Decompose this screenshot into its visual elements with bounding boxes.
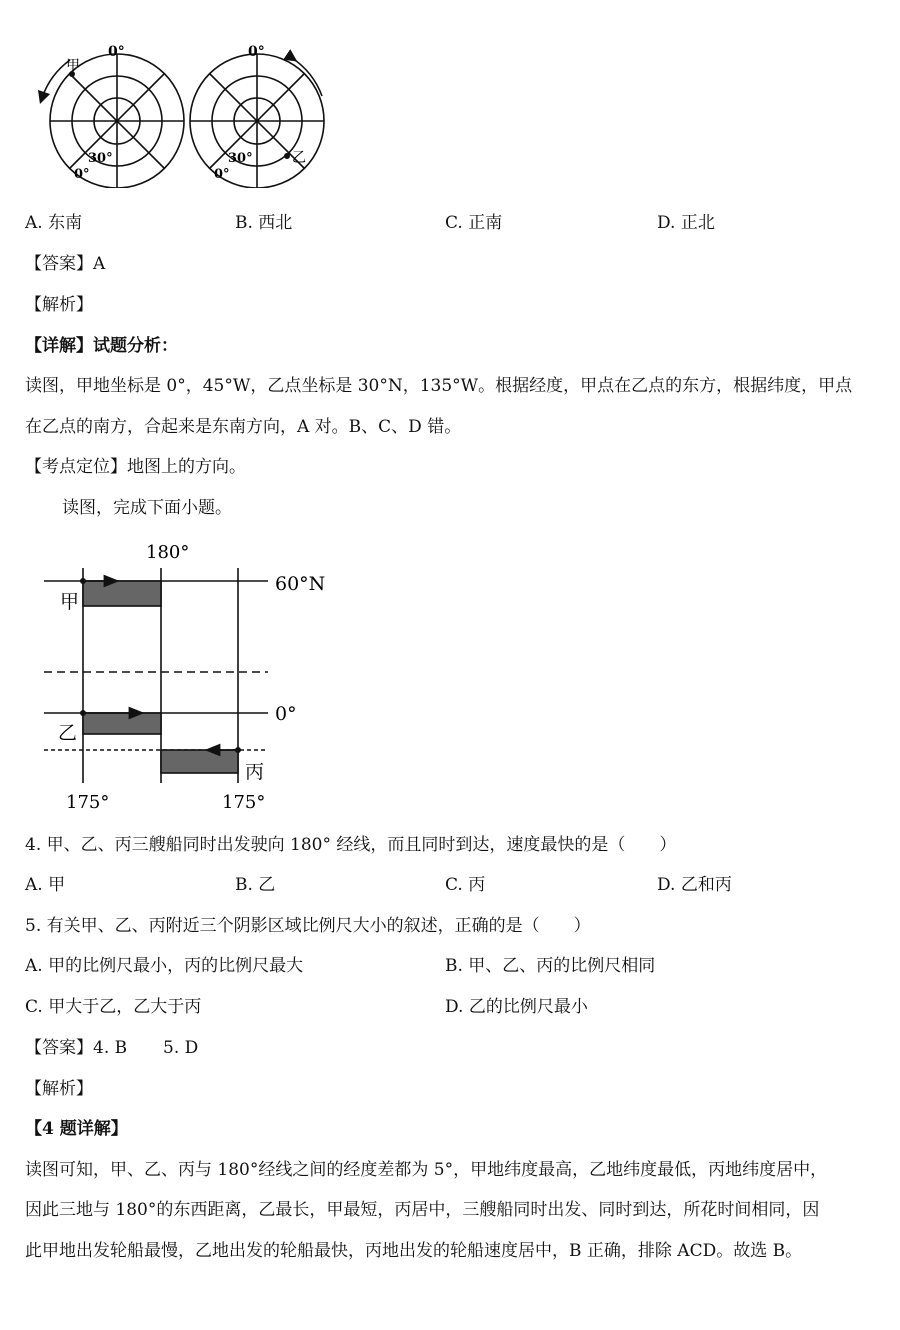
right-bottom-label: 0° (214, 167, 230, 182)
q5-stem: 5. 有关甲、乙、丙附近三个阴影区域比例尺大小的叙述，正确的是（ ） (25, 916, 591, 936)
prev-detail-line1: 读图，甲地坐标是 0°，45°W，乙点坐标是 30°N，135°W。根据经度，甲点在乙点的东方，根据纬度，甲点 (25, 376, 853, 396)
jia-dot (80, 578, 86, 584)
prev-detail-head: 【详解】试题分析： (25, 336, 178, 356)
label-180: 180° (146, 542, 190, 563)
yi-dot (80, 710, 86, 716)
bing-shaded-region (161, 750, 238, 773)
q4-option-d: D. 乙和丙 (657, 875, 732, 895)
right-point-label: 乙 (292, 150, 306, 166)
left-bottom-label: 0° (74, 167, 90, 182)
answers-second: 5. D (163, 1038, 199, 1058)
q4-stem: 4. 甲、乙、丙三艘船同时出发驶向 180° 经线，而且同时到达，速度最快的是（ ） (25, 835, 677, 855)
label-175-left: 175° (66, 792, 110, 813)
answers-analysis: 【解析】 (25, 1079, 93, 1099)
label-jia: 甲 (60, 591, 80, 613)
q4-option-a: A. 甲 (25, 875, 66, 895)
ship-grid-figure (30, 538, 340, 813)
left-top-label: 0° (108, 44, 125, 60)
q4-detail-line1: 读图可知，甲、乙、丙与 180°经线之间的经度差都为 5°，甲地纬度最高，乙地纬度最低，丙地纬度居中， (25, 1160, 828, 1180)
prev-detail-line2: 在乙点的南方，合起来是东南方向，A 对。B、C、D 错。 (25, 417, 462, 437)
intro-text: 读图，完成下面小题。 (62, 498, 232, 518)
left-polar-diagram (42, 54, 184, 188)
q4-option-c: C. 丙 (445, 875, 486, 895)
right-ring-label: 30° (228, 151, 253, 166)
prev-option-d: D. 正北 (657, 213, 715, 233)
polar-figure-svg (30, 38, 330, 188)
prev-answer: 【答案】A (25, 254, 106, 274)
left-point-label: 甲 (66, 58, 80, 74)
prev-analysis: 【解析】 (25, 295, 93, 315)
prev-option-c: C. 正南 (445, 213, 503, 233)
q4-option-b: B. 乙 (235, 875, 276, 895)
prev-option-a: A. 东南 (25, 213, 83, 233)
q5-option-a: A. 甲的比例尺最小，丙的比例尺最大 (25, 956, 304, 976)
q5-option-c: C. 甲大于乙，乙大于丙 (25, 997, 202, 1017)
answers-line: 【答案】4. B (25, 1038, 128, 1058)
q5-option-d: D. 乙的比例尺最小 (445, 997, 588, 1017)
ship-grid-svg (30, 538, 340, 813)
prev-option-b: B. 西北 (235, 213, 293, 233)
yi-shaded-region (83, 713, 161, 734)
polar-figure (30, 38, 330, 188)
right-polar-diagram (190, 54, 324, 188)
label-0: 0° (275, 703, 297, 725)
label-175-right: 175° (222, 792, 266, 813)
bing-dot (235, 747, 241, 753)
q4-detail-line2: 因此三地与 180°的东西距离，乙最长，甲最短，丙居中，三艘船同时出发、同时到达，所花时间相同，因 (25, 1200, 820, 1220)
label-60n: 60°N (275, 573, 326, 595)
right-top-label: 0° (248, 44, 265, 60)
yi-point-marker (284, 153, 290, 159)
left-ring-label: 30° (88, 151, 113, 166)
jia-shaded-region (83, 581, 161, 606)
q4-detail-line3: 此甲地出发轮船最慢，乙地出发的轮船最快，丙地出发的轮船速度居中，B 正确，排除 ACD。故选 B。 (25, 1241, 803, 1261)
q4-detail-head: 【4 题详解】 (25, 1119, 128, 1139)
q5-option-b: B. 甲、乙、丙的比例尺相同 (445, 956, 656, 976)
label-bing: 丙 (245, 761, 265, 783)
label-yi: 乙 (58, 722, 78, 744)
prev-kaodian: 【考点定位】地图上的方向。 (25, 457, 246, 477)
